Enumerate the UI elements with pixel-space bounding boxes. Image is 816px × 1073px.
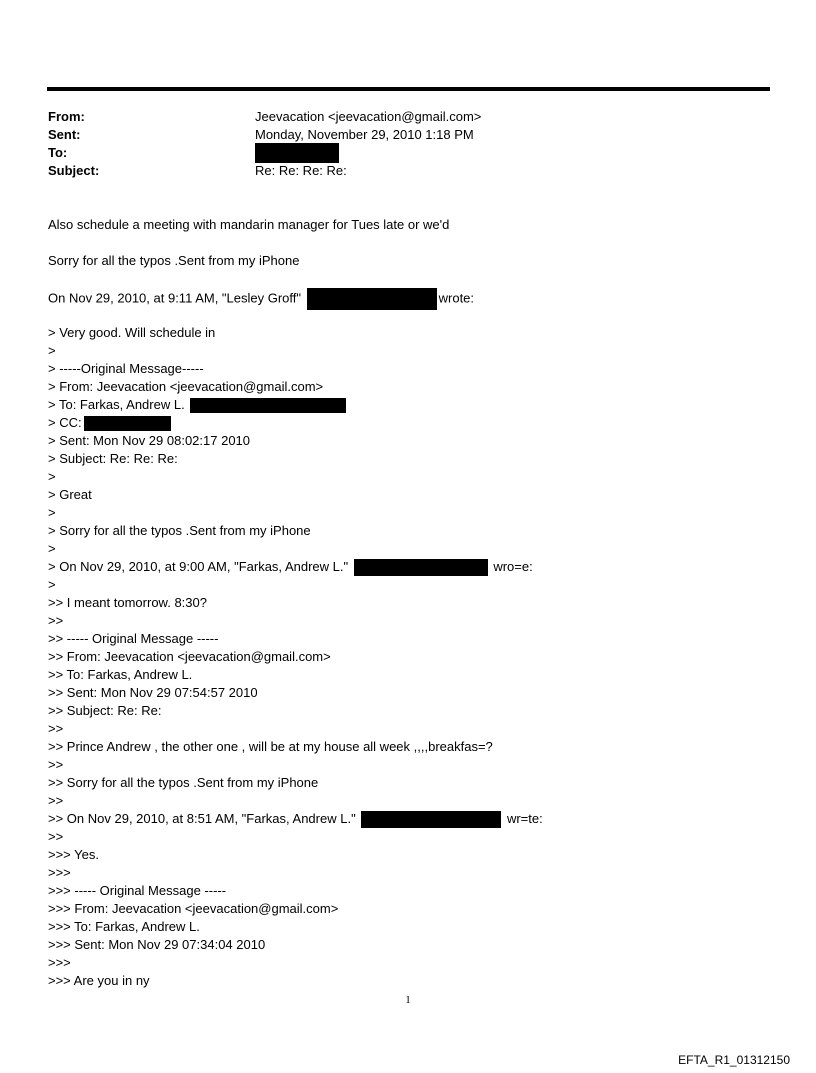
quote-line: >>> Yes. [48, 847, 99, 862]
redaction-block [307, 288, 437, 310]
email-header [48, 108, 481, 180]
redaction-block [255, 143, 339, 163]
quote-line: >> Prince Andrew , the other one , will be at my house all week ,,,,breakfas=? [48, 739, 493, 754]
quote-line: >> ----- Original Message ----- [48, 631, 219, 646]
quote-line: > [48, 469, 56, 484]
quote-on-text: > On Nov 29, 2010, at 9:00 AM, "Farkas, Andrew L." [48, 559, 349, 574]
quote-on-wrote: wr=te: [506, 811, 543, 826]
quote-line: > [48, 577, 56, 592]
from-value: Jeevacation <jeevacation@gmail.com> [255, 109, 482, 124]
quote-line: > Subject: Re: Re: Re: [48, 451, 178, 466]
sent-label: Sent: [48, 127, 81, 142]
from-label: From: [48, 109, 85, 124]
quote-line: >>> [48, 955, 71, 970]
quote-on-wrote: wro=e: [493, 559, 533, 574]
subject-row [48, 162, 481, 180]
quote-line: >> [48, 721, 64, 736]
redaction-block [84, 416, 171, 431]
quote-line: > [48, 505, 56, 520]
quote-intro-line [48, 288, 543, 306]
from-row [48, 108, 481, 126]
quote-line: >>> ----- Original Message ----- [48, 883, 227, 898]
quote-line: >> From: Jeevacation <jeevacation@gmail.com> [48, 649, 331, 664]
quote-line: >>> Are you in ny [48, 973, 150, 988]
quote-line: > Sorry for all the typos .Sent from my iPhone [48, 523, 311, 538]
redaction-block [190, 398, 346, 413]
quote-line: >> [48, 757, 64, 772]
quote-line [48, 558, 543, 576]
quote-line: > Great [48, 487, 92, 502]
email-body [48, 216, 543, 990]
quote-line: > -----Original Message----- [48, 361, 204, 376]
sent-value: Monday, November 29, 2010 1:18 PM [255, 127, 474, 142]
redaction-block [354, 559, 488, 576]
quote-line: >> [48, 829, 64, 844]
quote-line: >> [48, 793, 64, 808]
quote-on-text: >> On Nov 29, 2010, at 8:51 AM, "Farkas, Andrew L." [48, 811, 356, 826]
quote-intro-wrote: wrote: [438, 290, 475, 306]
quote-line: >>> Sent: Mon Nov 29 07:34:04 2010 [48, 937, 266, 952]
subject-value: Re: Re: Re: Re: [255, 163, 347, 178]
quote-cc-text: > CC: [48, 415, 82, 430]
quote-line [48, 396, 543, 414]
quote-line: > [48, 343, 56, 358]
quote-line: > Very good. Will schedule in [48, 325, 216, 340]
page-number: 1 [405, 994, 411, 1006]
quote-line [48, 414, 543, 432]
quote-to-text: > To: Farkas, Andrew L. [48, 397, 185, 412]
document-id: EFTA_R1_01312150 [678, 1053, 790, 1067]
quote-line: > Sent: Mon Nov 29 08:02:17 2010 [48, 433, 251, 448]
quote-intro-text: On Nov 29, 2010, at 9:11 AM, "Lesley Groff" [48, 290, 301, 306]
to-label: To: [48, 145, 68, 160]
quote-line: >> [48, 613, 64, 628]
quote-line: > [48, 541, 56, 556]
quote-line: >> Sorry for all the typos .Sent from my iPhone [48, 775, 319, 790]
quote-line: >> To: Farkas, Andrew L. [48, 667, 193, 682]
quote-line: >> Subject: Re: Re: [48, 703, 162, 718]
subject-label: Subject: [48, 163, 100, 178]
sent-row [48, 126, 481, 144]
quote-line: > From: Jeevacation <jeevacation@gmail.com> [48, 379, 324, 394]
quote-line: >> Sent: Mon Nov 29 07:54:57 2010 [48, 685, 258, 700]
quote-line: >>> [48, 865, 71, 880]
redaction-block [361, 811, 501, 828]
body-line: Also schedule a meeting with mandarin manager for Tues late or we'd [48, 217, 450, 232]
body-line: Sorry for all the typos .Sent from my iPhone [48, 253, 300, 268]
quote-line: >>> To: Farkas, Andrew L. [48, 919, 200, 934]
header-rule [47, 87, 770, 91]
to-row [48, 144, 481, 162]
quote-line [48, 810, 543, 828]
quote-line: >>> From: Jeevacation <jeevacation@gmail.com> [48, 901, 339, 916]
quote-line: >> I meant tomorrow. 8:30? [48, 595, 207, 610]
